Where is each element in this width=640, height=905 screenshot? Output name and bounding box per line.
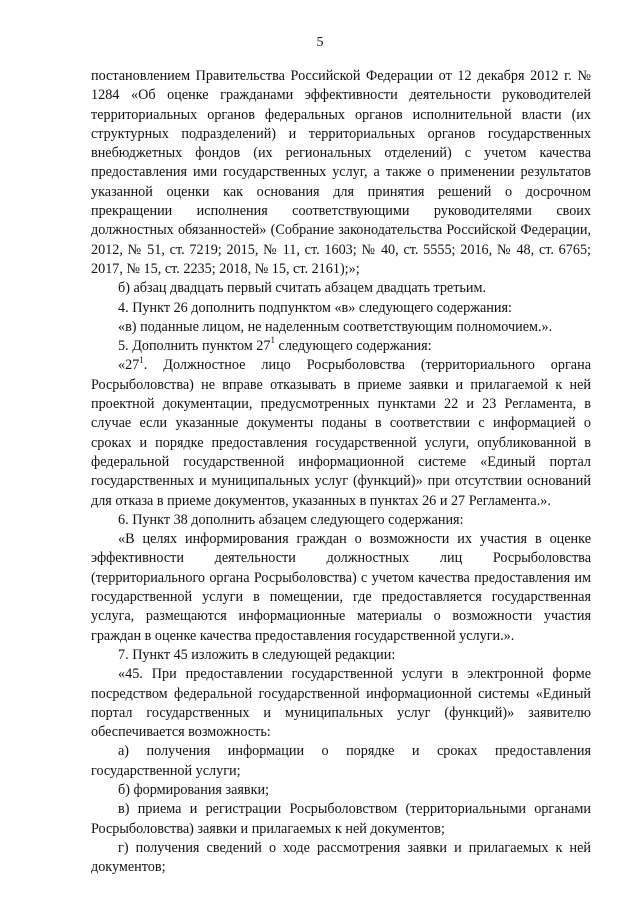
paragraph-item-45: «45. При предоставлении государственной услуги в электронной форме посредством федеральной государственной информационной системы «Единый портал государственных и муниципальных услуг (функций)» заявителю обеспечивается возможность: (91, 666, 591, 741)
paragraph-item-6-text: «В целях информирования граждан о возможности их участия в оценке эффективности деятельности должностных лиц Росрыболовства (территориального органа Росрыболовства) с учетом качества предоставления им государственной услуги в помещении, где предоставляется государственная услуга, размещаются информационные материалы о возможности участия граждан в оценке качества предоставления государственной услуги.». (91, 531, 591, 644)
paragraph-g: г) получения сведений о ходе рассмотрения заявки и прилагаемых к ней документов; (91, 839, 591, 876)
paragraph-item-4: 4. Пункт 26 дополнить подпунктом «в» следующего содержания: (118, 299, 512, 316)
paragraph-item-6: 6. Пункт 38 дополнить абзацем следующего содержания: (118, 511, 464, 528)
paragraph-v: в) приема и регистрации Росрыболовством (территориальными органами Росрыболовства) заявки и прилагаемых к ней документов; (91, 801, 591, 837)
paragraph-b: б) абзац двадцать первый считать абзацем двадцать третьим. (118, 280, 487, 297)
paragraph-item-5: 5. Дополнить пунктом $27^1$ следующего содержания: (118, 335, 432, 355)
paragraph-item-7: 7. Пункт 45 изложить в следующей редакции: (118, 646, 396, 663)
document-body (91, 67, 591, 877)
paragraph-b2: б) формирования заявки; (118, 781, 270, 798)
paragraph-item-4-text: «в) поданные лицом, не наделенным соответствующим полномочием.». (118, 318, 553, 335)
paragraph-item-27-1: «$27^1$. Должностное лицо Росрыболовства (территориального органа Росрыболовства) не вправе отказывать в приеме заявки и прилагаемой к ней проектной документации, предусмотренных пунктами 22 и 23 Регламента, в случае если указанные документы поданы в соответствии с информацией о сроках и порядке предоставления государственной услуги, опубликованной в федеральной государственной информационной системе «Единый портал государственных и муниципальных услуг (функций)» при отсутствии оснований для отказа в приеме документов, указанных в пунктах 26 и 27 Регламента.». (91, 354, 591, 509)
page-number: 5 (316, 35, 324, 50)
paragraph-continuation: постановлением Правительства Российской Федерации от 12 декабря 2012 г. № 1284 «Об оценке гражданами эффективности деятельности руководителей территориальных органов федеральных органов исполнительной власти (их структурных подразделений) и территориальных органов государственных внебюджетных фондов (их региональных отделений) с учетом качества предоставления ими государственных услуг, а также о применении результатов указанной оценки как основания для принятия решений о досрочном прекращении исполнения соответствующими руководителями своих должностных обязанностей» (Собрание законодательства Российской Федерации, 2012, № 51, ст. 7219; 2015, № 11, ст. 1603; № 40, ст. 5555; 2016, № 48, ст. 6765; 2017, № 15, ст. 2235; 2018, № 15, ст. 2161);»; (91, 68, 591, 277)
paragraph-a: а) получения информации о порядке и сроках предоставления государственной услуги; (91, 743, 591, 779)
